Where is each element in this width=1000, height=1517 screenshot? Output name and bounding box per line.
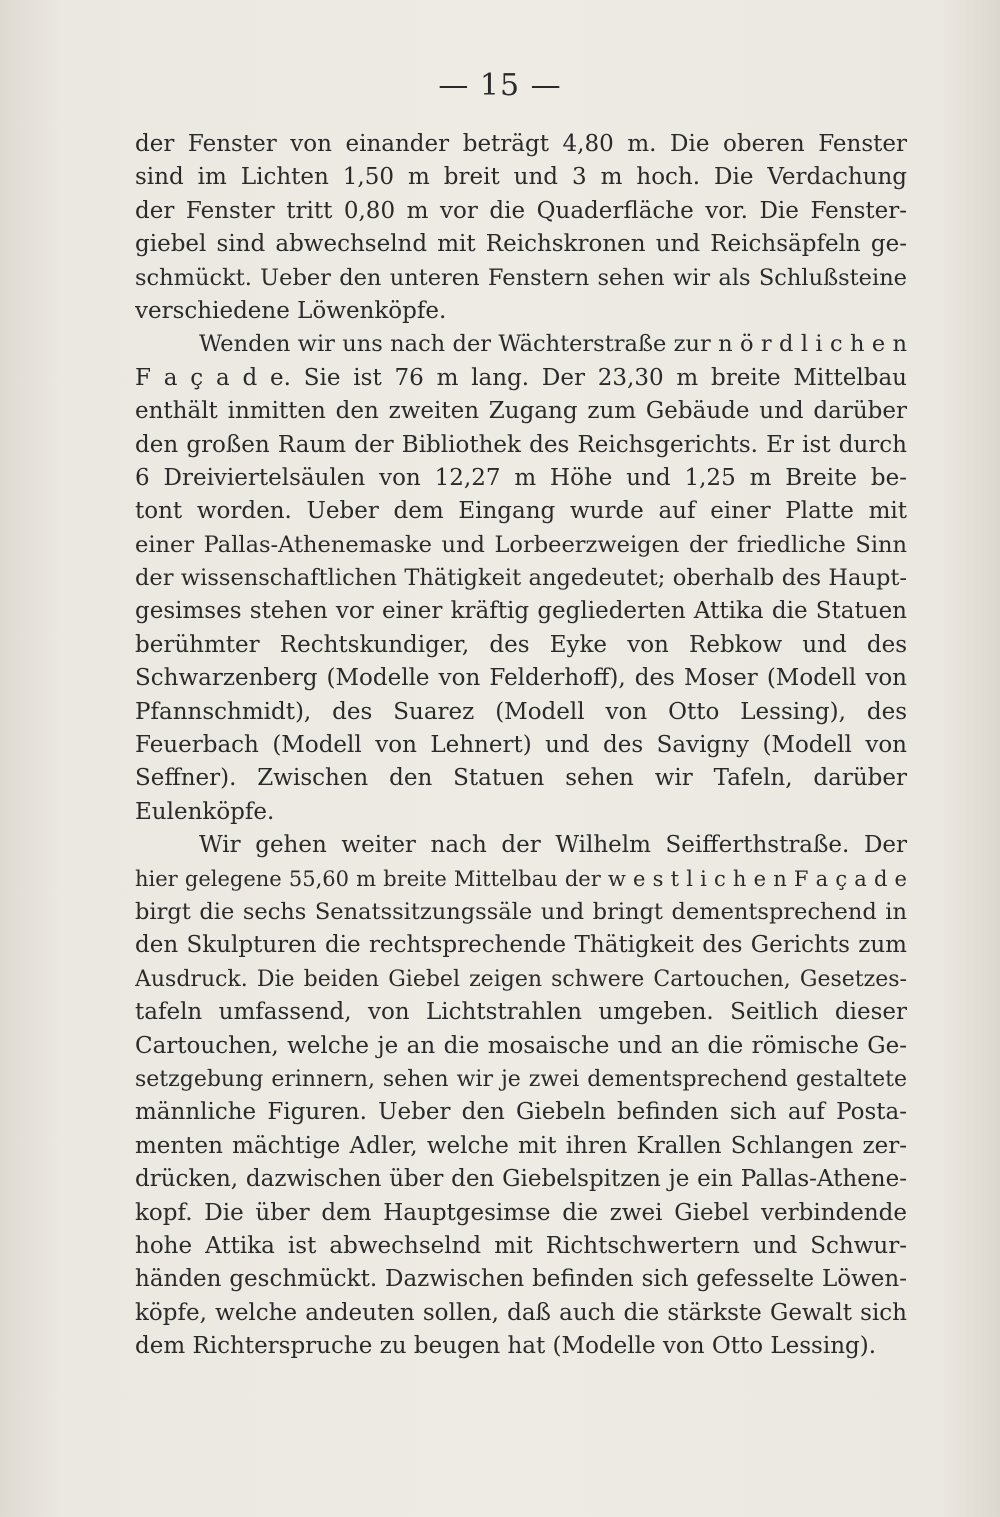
text-line: einer Pallas-Athenemaske und Lorbeerzweigen der friedliche Sinn [135, 531, 907, 558]
text-line: Cartouchen, welche je an die mosaische und an die römische Ge- [135, 1032, 907, 1059]
text-line: hohe Attika ist abwechselnd mit Richtschwertern und Schwur- [135, 1232, 907, 1259]
text-line: tafeln umfassend, von Lichtstrahlen umgeben. Seitlich dieser [135, 999, 907, 1026]
text-line: Pfannschmidt), des Suarez (Modell von Otto Lessing), des [135, 698, 907, 725]
text-line: 6 Dreiviertelsäulen von 12,27 m Höhe und 1,25 m Breite be- [135, 464, 907, 491]
text-line: der wissenschaftlichen Thätigkeit angedeutet; oberhalb des Haupt- [135, 565, 907, 592]
text-line: gesimses stehen vor einer kräftig gegliederten Attika die Statuen [135, 598, 907, 625]
text-line: Schwarzenberg (Modelle von Felderhoff), des Moser (Modell von [135, 665, 907, 692]
text-line: den Skulpturen die rechtsprechende Thätigkeit des Gerichts zum [135, 932, 907, 959]
text-line: der Fenster tritt 0,80 m vor die Quaderfläche vor. Die Fenster- [135, 197, 907, 224]
text-line: dem Richterspruche zu beugen hat (Modelle von Otto Lessing). [135, 1333, 877, 1360]
text-line: köpfe, welche andeuten sollen, daß auch die stärkste Gewalt sich [135, 1299, 907, 1326]
text-line: berühmter Rechtskundiger, des Eyke von Rebkow und des [135, 631, 907, 658]
text-line: Wenden wir uns nach der Wächterstraße zur n ö r d l i c h e n [199, 331, 907, 358]
text-line: giebel sind abwechselnd mit Reichskronen und Reichsäpfeln ge- [135, 231, 907, 258]
text-line: Seffner). Zwischen den Statuen sehen wir Tafeln, darüber [135, 765, 907, 792]
text-line: menten mächtige Adler, welche mit ihren Krallen Schlangen zer- [135, 1132, 907, 1159]
text-line: Wir gehen weiter nach der Wilhelm Seifferthstraße. Der [199, 832, 907, 859]
text-line: hier gelegene 55,60 m breite Mittelbau der w e s t l i c h e n F a ç a d e [135, 866, 907, 891]
text-line: männliche Figuren. Ueber den Giebeln befinden sich auf Posta- [135, 1099, 907, 1126]
text-line: setzgebung erinnern, sehen wir je zwei dementsprechend gestaltete [135, 1066, 907, 1092]
text-line: enthält inmitten den zweiten Zugang zum Gebäude und darüber [135, 398, 907, 425]
text-line: händen geschmückt. Dazwischen befinden sich gefesselte Löwen- [135, 1266, 907, 1293]
text-line: tont worden. Ueber dem Eingang wurde auf einer Platte mit [135, 498, 907, 525]
text-line: Feuerbach (Modell von Lehnert) und des Savigny (Modell von [135, 732, 907, 759]
text-line: verschiedene Löwenköpfe. [135, 297, 447, 324]
text-line: den großen Raum der Bibliothek des Reichsgerichts. Er ist durch [135, 431, 907, 458]
text-line: schmückt. Ueber den unteren Fenstern sehen wir als Schlußsteine [135, 264, 907, 291]
text-line: sind im Lichten 1,50 m breit und 3 m hoch. Die Verdachung [135, 164, 907, 191]
page-number: — 15 — [438, 68, 562, 103]
text-line: drücken, dazwischen über den Giebelspitzen je ein Pallas-Athene- [135, 1166, 907, 1193]
text-line: birgt die sechs Senatssitzungssäle und bringt dementsprechend in [135, 898, 907, 925]
text-line: der Fenster von einander beträgt 4,80 m. Die oberen Fenster [135, 131, 907, 157]
text-line: Ausdruck. Die beiden Giebel zeigen schwere Cartouchen, Gesetzes- [135, 966, 907, 992]
body-text [135, 128, 907, 1363]
text-line: Eulenköpfe. [135, 798, 275, 825]
text-line: kopf. Die über dem Hauptgesimse die zwei Giebel verbindende [135, 1199, 907, 1226]
text-line: F a ç a d e. Sie ist 76 m lang. Der 23,30 m breite Mittelbau [135, 364, 907, 391]
